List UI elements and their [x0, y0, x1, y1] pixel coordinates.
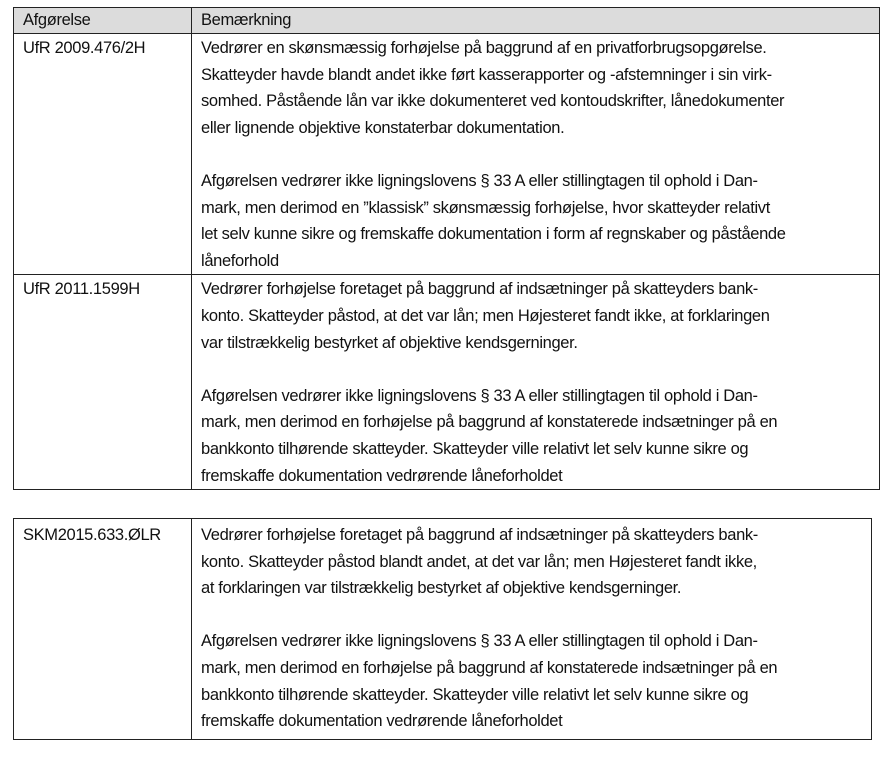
remark-line: mark, men derimod en ”klassisk” skønsmæssig forhøjelse, hvor skatteyder relativt: [201, 198, 770, 217]
table-row: [14, 519, 872, 740]
remark-line: var tilstrækkelig bestyrket af objektive kendsgerninger.: [201, 333, 578, 352]
decisions-table: [13, 7, 880, 490]
paragraph-gap: [201, 141, 869, 168]
remark-line: Vedrører en skønsmæssig forhøjelse på baggrund af en privatforbrugsopgørelse.: [201, 39, 767, 57]
remark-line: mark, men derimod en forhøjelse på baggrund af konstaterede indsætninger på en: [201, 658, 778, 677]
remark-line: somhed. Påstående lån var ikke dokumenteret ved kontoudskrifter, lånedokumenter: [201, 92, 785, 111]
remark-line: let selv kunne sikre og fremskaffe dokumentation i form af regnskaber og påstående: [201, 225, 786, 244]
remark-line: mark, men derimod en forhøjelse på baggrund af konstaterede indsætninger på en: [201, 413, 778, 432]
remark-line: Vedrører forhøjelse foretaget på baggrund af indsætninger på skatteyders bank-: [201, 280, 758, 299]
table-header-row: [14, 8, 880, 34]
header-bemaerkning: Bemærkning: [192, 8, 880, 34]
remark-line: konto. Skatteyder påstod, at det var lån; men Højesteret fandt ikke, at forklaringen: [201, 306, 770, 325]
remark-line: fremskaffe dokumentation vedrørende låneforholdet: [201, 466, 563, 485]
paragraph-gap: [201, 356, 869, 383]
case-reference: UfR 2011.1599H: [14, 275, 192, 490]
header-afgoerelse: Afgørelse: [14, 8, 192, 34]
case-reference: SKM2015.633.ØLR: [14, 519, 192, 740]
remark-line: Afgørelsen vedrører ikke ligningslovens § 33 A eller stillingtagen til ophold i Dan-: [201, 386, 758, 405]
remark-line: bankkonto tilhørende skatteyder. Skatteyder ville relativt let selv kunne sikre og: [201, 439, 749, 458]
remark-line: Skatteyder havde blandt andet ikke ført kasserapporter og -afstemninger i sin virk-: [201, 65, 772, 84]
remark-line: fremskaffe dokumentation vedrørende låneforholdet: [201, 712, 563, 731]
remark-cell: [192, 519, 872, 740]
remark-line: låneforhold: [201, 251, 279, 270]
decisions-table-continued: [13, 518, 872, 740]
paragraph-gap: [201, 602, 861, 629]
table-row: [14, 275, 880, 490]
table-row: [14, 34, 880, 275]
remark-line: Afgørelsen vedrører ikke ligningslovens § 33 A eller stillingtagen til ophold i Dan-: [201, 632, 758, 651]
remark-cell: [192, 275, 880, 490]
remark-line: bankkonto tilhørende skatteyder. Skatteyder ville relativt let selv kunne sikre og: [201, 685, 749, 704]
remark-line: konto. Skatteyder påstod blandt andet, at det var lån; men Højesteret fandt ikke,: [201, 552, 757, 571]
remark-line: eller lignende objektive konstaterbar dokumentation.: [201, 118, 565, 137]
case-reference: UfR 2009.476/2H: [14, 34, 192, 275]
remark-line: Afgørelsen vedrører ikke ligningslovens § 33 A eller stillingtagen til ophold i Dan-: [201, 171, 758, 190]
remark-line: Vedrører forhøjelse foretaget på baggrund af indsætninger på skatteyders bank-: [201, 526, 758, 544]
remark-cell: [192, 34, 880, 275]
remark-line: at forklaringen var tilstrækkelig bestyrket af objektive kendsgerninger.: [201, 579, 682, 598]
